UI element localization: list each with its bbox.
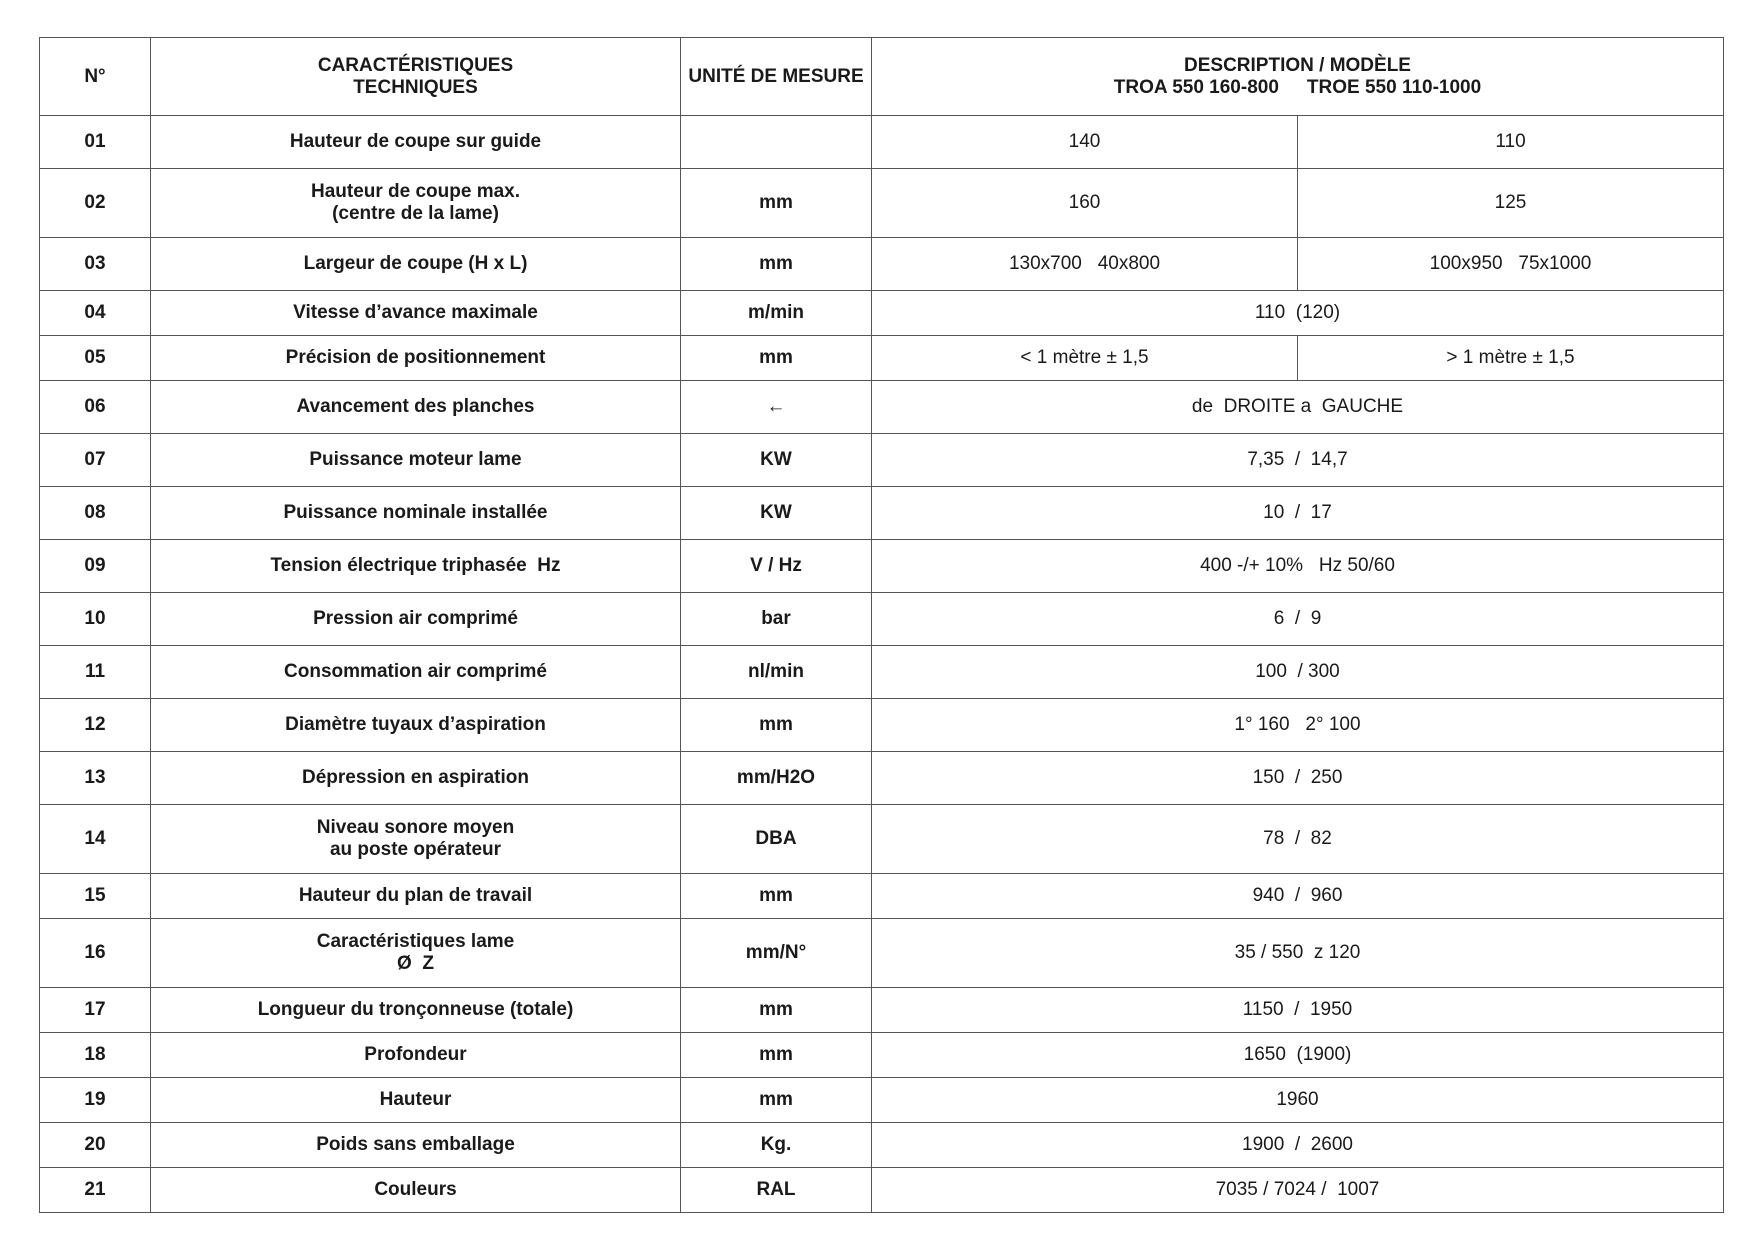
table-row (40, 487, 1724, 540)
row-unit: RAL (681, 1168, 872, 1213)
header-characteristics-line1: CARACTÉRISTIQUES (317, 54, 514, 76)
row-value: 1° 160 2° 100 (872, 699, 1724, 752)
row-value: 78 / 82 (872, 805, 1724, 874)
row-value: 940 / 960 (872, 874, 1724, 919)
row-label-line: Hauteur de coupe max. (310, 181, 521, 202)
row-value: 1900 / 2600 (872, 1123, 1724, 1168)
row-label-line: Hauteur du plan de travail (298, 885, 533, 906)
table-row (40, 1078, 1724, 1123)
row-label (151, 919, 681, 988)
row-unit: mm (681, 1033, 872, 1078)
row-label (151, 805, 681, 874)
row-value-model-b: 100x950 75x1000 (1298, 238, 1724, 291)
row-unit: mm (681, 988, 872, 1033)
table-row (40, 1033, 1724, 1078)
row-unit: mm (681, 336, 872, 381)
table-row (40, 752, 1724, 805)
table-row (40, 646, 1724, 699)
row-label (151, 381, 681, 434)
row-unit: mm/H2O (681, 752, 872, 805)
row-value-model-b: 125 (1298, 169, 1724, 238)
row-label-line: Vitesse d’avance maximale (293, 302, 538, 323)
row-value: 400 -/+ 10% Hz 50/60 (872, 540, 1724, 593)
row-label (151, 487, 681, 540)
header-num: N° (40, 38, 151, 116)
table-row (40, 874, 1724, 919)
table-row (40, 169, 1724, 238)
row-unit: mm (681, 1078, 872, 1123)
row-number: 19 (40, 1078, 151, 1123)
row-label-line: Avancement des planches (296, 396, 535, 417)
row-value: 7035 / 7024 / 1007 (872, 1168, 1724, 1213)
table-row (40, 540, 1724, 593)
table-row (40, 593, 1724, 646)
row-label-line: Caractéristiques lame (316, 931, 515, 952)
row-label (151, 336, 681, 381)
row-unit: Kg. (681, 1123, 872, 1168)
row-unit: mm (681, 169, 872, 238)
row-value: de DROITE a GAUCHE (872, 381, 1724, 434)
row-label-line: Poids sans emballage (316, 1134, 515, 1155)
row-number: 05 (40, 336, 151, 381)
row-number: 16 (40, 919, 151, 988)
row-unit: ← (681, 381, 872, 434)
row-unit: nl/min (681, 646, 872, 699)
row-number: 04 (40, 291, 151, 336)
row-label-line: Ø Z (397, 953, 434, 974)
row-label-line: Tension électrique triphasée Hz (270, 555, 561, 576)
row-number: 14 (40, 805, 151, 874)
row-label (151, 1168, 681, 1213)
row-number: 13 (40, 752, 151, 805)
row-unit: KW (681, 434, 872, 487)
row-value: 150 / 250 (872, 752, 1724, 805)
row-number: 11 (40, 646, 151, 699)
row-label-line: Consommation air comprimé (284, 661, 547, 682)
row-value-model-b: 110 (1298, 116, 1724, 169)
row-label (151, 291, 681, 336)
row-value-model-a: < 1 mètre ± 1,5 (872, 336, 1298, 381)
row-label (151, 540, 681, 593)
row-label-line: Profondeur (364, 1044, 467, 1065)
row-number: 10 (40, 593, 151, 646)
row-label-line: Diamètre tuyaux d’aspiration (285, 714, 546, 735)
row-label (151, 699, 681, 752)
row-value-model-a: 160 (872, 169, 1298, 238)
row-number: 21 (40, 1168, 151, 1213)
table-row (40, 116, 1724, 169)
row-number: 12 (40, 699, 151, 752)
row-unit (681, 116, 872, 169)
row-unit: mm (681, 699, 872, 752)
row-number: 18 (40, 1033, 151, 1078)
row-unit: m/min (681, 291, 872, 336)
row-label (151, 1033, 681, 1078)
row-value: 10 / 17 (872, 487, 1724, 540)
row-number: 03 (40, 238, 151, 291)
table-row (40, 291, 1724, 336)
row-label-line: Hauteur (379, 1089, 452, 1110)
row-label-line: Précision de positionnement (285, 347, 546, 368)
table-row (40, 805, 1724, 874)
row-unit: KW (681, 487, 872, 540)
row-label (151, 1123, 681, 1168)
row-label-line: Puissance nominale installée (283, 502, 548, 523)
row-unit: mm (681, 238, 872, 291)
row-value: 35 / 550 z 120 (872, 919, 1724, 988)
row-unit: V / Hz (681, 540, 872, 593)
row-value-model-a: 130x700 40x800 (872, 238, 1298, 291)
table-row (40, 1123, 1724, 1168)
row-number: 06 (40, 381, 151, 434)
row-label (151, 988, 681, 1033)
row-value: 1650 (1900) (872, 1033, 1724, 1078)
row-label-line: Pression air comprimé (313, 608, 518, 629)
row-unit: mm (681, 874, 872, 919)
header-description-title: DESCRIPTION / MODÈLE (1184, 54, 1411, 76)
row-label-line: Couleurs (374, 1179, 457, 1200)
row-value-model-b: > 1 mètre ± 1,5 (1298, 336, 1724, 381)
row-label (151, 169, 681, 238)
table-row (40, 238, 1724, 291)
row-label-line: Largeur de coupe (H x L) (303, 253, 528, 274)
spec-table (39, 37, 1724, 1213)
table-row (40, 919, 1724, 988)
row-label-line: Niveau sonore moyen (316, 817, 515, 838)
row-label-line: Hauteur de coupe sur guide (289, 131, 542, 152)
header-unit: UNITÉ DE MESURE (681, 38, 872, 116)
row-number: 15 (40, 874, 151, 919)
row-value-model-a: 140 (872, 116, 1298, 169)
row-label-line: Dépression en aspiration (301, 767, 529, 788)
row-unit: DBA (681, 805, 872, 874)
row-number: 20 (40, 1123, 151, 1168)
row-unit: mm/N° (681, 919, 872, 988)
row-value: 7,35 / 14,7 (872, 434, 1724, 487)
row-label (151, 238, 681, 291)
table-row (40, 336, 1724, 381)
header-description (872, 38, 1724, 116)
row-label-line: Puissance moteur lame (309, 449, 522, 470)
header-models (878, 77, 1717, 99)
row-value: 1150 / 1950 (872, 988, 1724, 1033)
header-characteristics-line2: TECHNIQUES (353, 76, 478, 98)
row-value: 1960 (872, 1078, 1724, 1123)
row-label (151, 116, 681, 169)
header-characteristics (151, 38, 681, 116)
row-number: 02 (40, 169, 151, 238)
row-number: 01 (40, 116, 151, 169)
row-value: 6 / 9 (872, 593, 1724, 646)
row-value: 110 (120) (872, 291, 1724, 336)
row-label (151, 434, 681, 487)
row-label (151, 1078, 681, 1123)
row-label (151, 646, 681, 699)
row-label (151, 752, 681, 805)
header-model-a: TROA 550 160-800 (1113, 76, 1279, 98)
row-number: 17 (40, 988, 151, 1033)
table-row (40, 434, 1724, 487)
table-row (40, 381, 1724, 434)
table-row (40, 988, 1724, 1033)
row-label-line: au poste opérateur (329, 839, 502, 860)
spec-table-body (40, 116, 1724, 1213)
header-model-b: TROE 550 110-1000 (1306, 76, 1482, 98)
table-row (40, 699, 1724, 752)
row-unit: bar (681, 593, 872, 646)
row-number: 09 (40, 540, 151, 593)
row-label-line: (centre de la lame) (332, 203, 499, 224)
row-label (151, 874, 681, 919)
row-number: 08 (40, 487, 151, 540)
header-row (40, 38, 1724, 116)
table-row (40, 1168, 1724, 1213)
row-label-line: Longueur du tronçonneuse (totale) (257, 999, 574, 1020)
row-number: 07 (40, 434, 151, 487)
row-value: 100 / 300 (872, 646, 1724, 699)
row-label (151, 593, 681, 646)
